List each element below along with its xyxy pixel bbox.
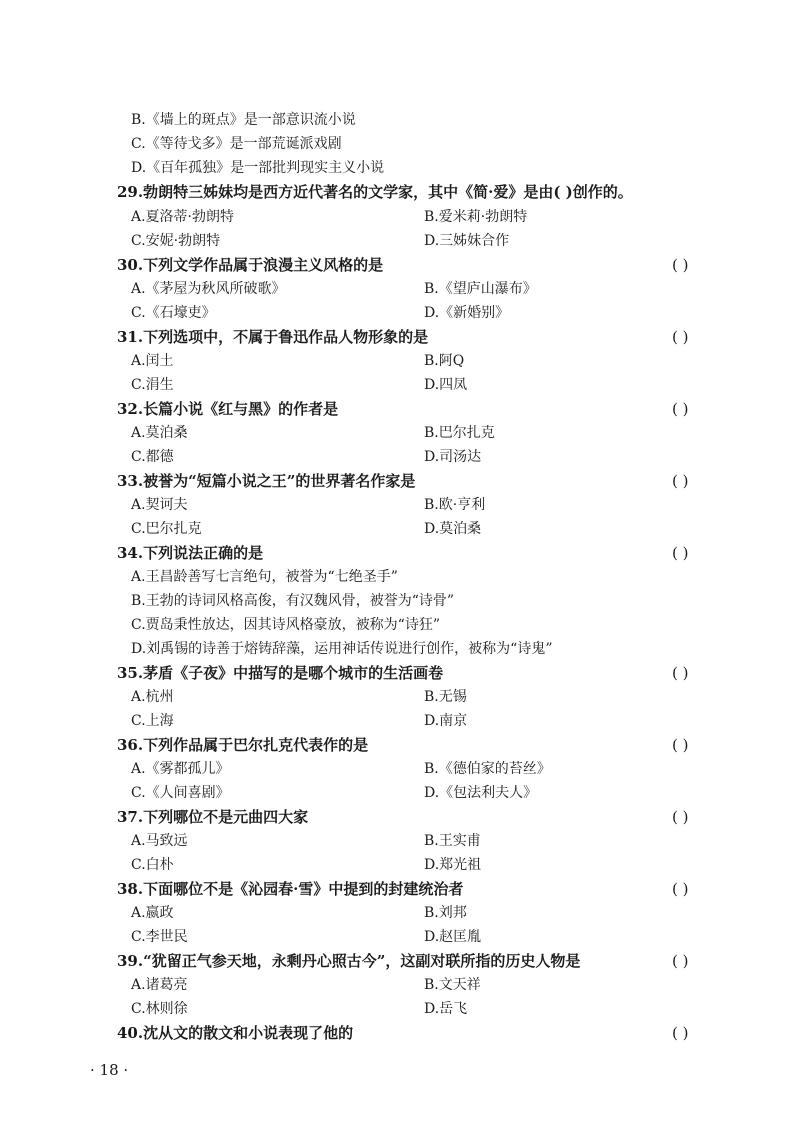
question-35-options-row-1 xyxy=(0,685,800,709)
question-text: 38.下面哪位不是《沁园春·雪》中提到的封建统治者 xyxy=(117,880,464,898)
page-number: · 18 · xyxy=(90,1061,129,1079)
answer-bracket: ( ) xyxy=(672,328,689,346)
option-d: D.《包法利夫人》 xyxy=(424,785,538,801)
option-b: B.文天祥 xyxy=(424,977,481,993)
question-text: 39.“犹留正气参天地，永剩丹心照古今”，这副对联所指的历史人物是 xyxy=(117,952,581,970)
question-34-option-d: D.刘禹锡的诗善于熔铸辞藻，运用神话传说进行创作，被称为“诗鬼” xyxy=(131,641,553,657)
question-30-options-row-2 xyxy=(0,301,800,325)
question-31 xyxy=(0,325,800,349)
question-text: 36.下列作品属于巴尔扎克代表作的是 xyxy=(117,736,369,754)
question-36-options-row-2 xyxy=(0,781,800,805)
option-b: B.巴尔扎克 xyxy=(424,425,495,441)
question-text: 30.下列文学作品属于浪漫主义风格的是 xyxy=(117,256,384,274)
option-a: A.《茅屋为秋风所破歌》 xyxy=(131,281,286,297)
option-b: B.刘邦 xyxy=(424,905,467,921)
option-b: B.阿Q xyxy=(424,353,465,369)
option-a: A.《雾都孤儿》 xyxy=(131,761,230,777)
question-text: 31.下列选项中，不属于鲁迅作品人物形象的是 xyxy=(117,328,429,346)
option-d: D.赵匡胤 xyxy=(424,929,482,945)
question-38-options-row-1 xyxy=(0,901,800,925)
question-38-options-row-2 xyxy=(0,925,800,949)
answer-bracket: ( ) xyxy=(672,1024,689,1042)
question-text: 32.长篇小说《红与黑》的作者是 xyxy=(117,400,339,418)
question-29 xyxy=(0,180,800,204)
question-35-options-row-2 xyxy=(0,709,800,733)
question-31-options-row-2 xyxy=(0,373,800,397)
option-c: C.白朴 xyxy=(131,857,174,873)
question-34-option-a: A.王昌龄善写七言绝句，被誉为“七绝圣手” xyxy=(131,569,398,585)
answer-bracket: ( ) xyxy=(672,952,689,970)
option-b: B.爱米莉·勃朗特 xyxy=(424,209,528,225)
question-30-options-row-1 xyxy=(0,277,800,301)
question-37-options-row-1 xyxy=(0,829,800,853)
option-d: D.四凤 xyxy=(424,377,468,393)
option-d: D.《新婚别》 xyxy=(424,305,510,321)
question-text: 37.下列哪位不是元曲四大家 xyxy=(117,808,309,826)
answer-bracket: ( ) xyxy=(672,664,689,682)
option-c: C.李世民 xyxy=(131,929,188,945)
question-text: 35.茅盾《子夜》中描写的是哪个城市的生活画卷 xyxy=(117,664,444,682)
answer-bracket: ( ) xyxy=(672,472,689,490)
option-d: D.郑光祖 xyxy=(424,857,482,873)
question-38 xyxy=(0,877,800,901)
question-30 xyxy=(0,253,800,277)
option-a: A.马致远 xyxy=(131,833,188,849)
question-33-options-row-1 xyxy=(0,493,800,517)
option-d: D.三姊妹合作 xyxy=(424,233,510,249)
question-29-options-row-2 xyxy=(0,229,800,253)
question-29-text-end: 创作的。 xyxy=(572,183,633,201)
question-39-options-row-1 xyxy=(0,973,800,997)
question-32-options-row-1 xyxy=(0,421,800,445)
option-b: B.王实甫 xyxy=(424,833,481,849)
answer-bracket: ( ) xyxy=(672,400,689,418)
option-a: A.诸葛亮 xyxy=(131,977,188,993)
answer-bracket: ( ) xyxy=(672,880,689,898)
answer-bracket: ( ) xyxy=(672,736,689,754)
question-39 xyxy=(0,949,800,973)
option-b: B.无锡 xyxy=(424,689,467,705)
question-29-text: 29.勃朗特三姊妹均是西方近代著名的文学家，其中《简·爱》是由 xyxy=(117,183,554,201)
option-d: D.岳飞 xyxy=(424,1001,468,1017)
question-40 xyxy=(0,1021,800,1045)
q28-option-b: B.《墙上的斑点》是一部意识流小说 xyxy=(131,112,356,128)
question-39-options-row-2 xyxy=(0,997,800,1021)
option-a: A.契诃夫 xyxy=(131,497,188,513)
question-34-option-b: B.王勃的诗词风格高俊，有汉魏风骨，被誉为“诗骨” xyxy=(131,593,455,609)
option-d: D.南京 xyxy=(424,713,468,729)
question-36-options-row-1 xyxy=(0,757,800,781)
question-37 xyxy=(0,805,800,829)
option-c: C.《人间喜剧》 xyxy=(131,785,230,801)
option-c: C.上海 xyxy=(131,713,174,729)
answer-bracket: ( ) xyxy=(672,544,689,562)
question-text: 40.沈从文的散文和小说表现了他的 xyxy=(117,1024,354,1042)
question-33 xyxy=(0,469,800,493)
option-a: A.闰土 xyxy=(131,353,174,369)
option-c: C.涓生 xyxy=(131,377,174,393)
answer-bracket: ( ) xyxy=(672,808,689,826)
option-c: C.巴尔扎克 xyxy=(131,521,202,537)
option-b: B.《德伯家的苔丝》 xyxy=(424,761,551,777)
option-b: B.《望庐山瀑布》 xyxy=(424,281,537,297)
option-c: C.林则徐 xyxy=(131,1001,188,1017)
question-35 xyxy=(0,661,800,685)
question-36 xyxy=(0,733,800,757)
q28-option-d: D.《百年孤独》是一部批判现实主义小说 xyxy=(131,160,385,176)
option-b: B.欧·亨利 xyxy=(424,497,486,513)
option-d: D.司汤达 xyxy=(424,449,482,465)
option-c: C.安妮·勃朗特 xyxy=(131,233,221,249)
question-text: 34.下列说法正确的是 xyxy=(117,544,264,562)
question-37-options-row-2 xyxy=(0,853,800,877)
question-text: 33.被誉为“短篇小说之王”的世界著名作家是 xyxy=(117,472,416,490)
answer-blank: ( ) xyxy=(553,183,573,201)
question-33-options-row-2 xyxy=(0,517,800,541)
answer-bracket: ( ) xyxy=(672,256,689,274)
option-d: D.莫泊桑 xyxy=(424,521,482,537)
question-31-options-row-1 xyxy=(0,349,800,373)
question-34 xyxy=(0,541,800,565)
option-a: A.夏洛蒂·勃朗特 xyxy=(131,209,235,225)
q28-option-c: C.《等待戈多》是一部荒诞派戏剧 xyxy=(131,136,342,152)
option-c: C.都德 xyxy=(131,449,174,465)
question-32 xyxy=(0,397,800,421)
question-32-options-row-2 xyxy=(0,445,800,469)
option-a: A.嬴政 xyxy=(131,905,174,921)
option-a: A.莫泊桑 xyxy=(131,425,188,441)
option-c: C.《石壕吏》 xyxy=(131,305,216,321)
question-34-option-c: C.贾岛秉性放达，因其诗风格豪放，被称为“诗狂” xyxy=(131,617,440,633)
question-29-options-row-1 xyxy=(0,205,800,229)
option-a: A.杭州 xyxy=(131,689,174,705)
